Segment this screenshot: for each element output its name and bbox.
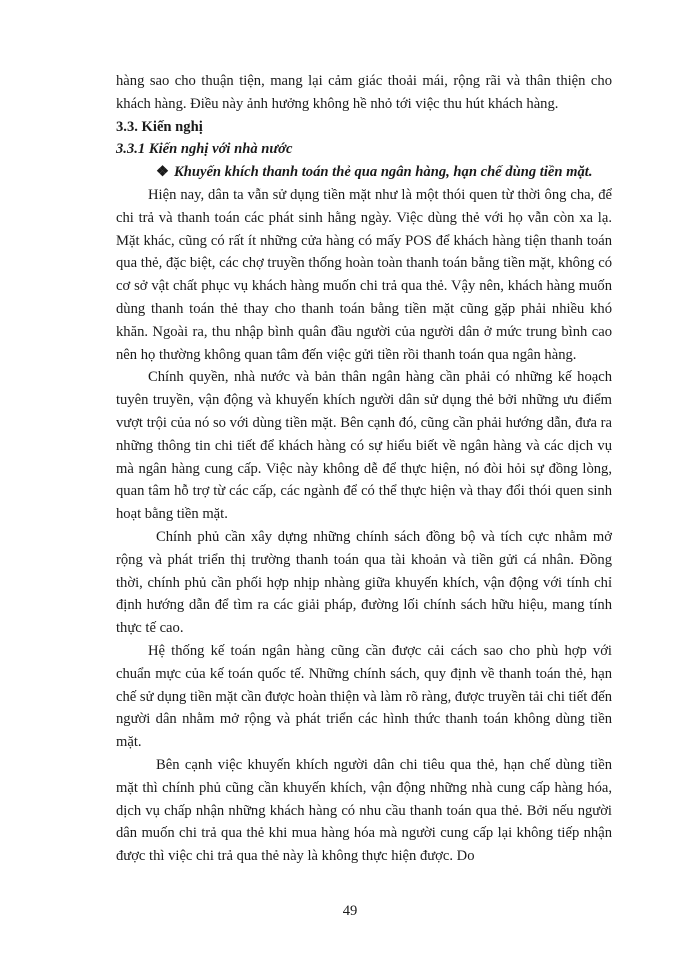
section-heading: 3.3. Kiến nghị: [116, 118, 203, 135]
body-paragraph: Chính phủ cần xây dựng những chính sách đồng bộ và tích cực nhằm mở rộng và phát triển thị trường thanh toán qua tài khoản và tiền gửi cá nhân. Đồng thời, chính phủ cần phối hợp nhịp nhàng giữa khuyến khích, vận động với tính chỉ định hướng dẫn để tìm ra các giải pháp, đường lối chính sách hữu hiệu, mang tính thực tế cao.: [116, 528, 612, 637]
intro-paragraph: hàng sao cho thuận tiện, mang lại cảm giác thoải mái, rộng rãi và thân thiện cho khách hàng. Điều này ảnh hưởng không hề nhỏ tới việc thu hút khách hàng.: [116, 73, 612, 112]
subsection-heading: 3.3.1 Kiến nghị với nhà nước: [116, 141, 293, 158]
document-page: [116, 70, 612, 868]
body-paragraph: Chính quyền, nhà nước và bản thân ngân hàng cần phải có những kế hoạch tuyên truyền, vận động và khuyến khích người dân sử dụng thẻ bởi những ưu điểm vượt trội của nó so với dùng tiền mặt. Bên cạnh đó, cũng cần phải hướng dẫn, đưa ra những thông tin chi tiết để khách hàng có sự hiểu biết về ngân hàng và các dịch vụ mà ngân hàng cung cấp. Việc này không dễ để thực hiện, nó đòi hỏi sự đồng lòng, quan tâm hỗ trợ từ các cấp, các ngành để có thể thực hiện và thay đổi thói quen sinh hoạt bằng tiền mặt.: [116, 369, 612, 523]
bullet-heading-text: Khuyến khích thanh toán thẻ qua ngân hàng, hạn chế dùng tiền mặt.: [174, 164, 593, 181]
page-number: 49: [342, 903, 358, 919]
diamond-bullet-icon: ❖: [156, 164, 170, 181]
body-paragraph: Hệ thống kế toán ngân hàng cũng cần được cải cách sao cho phù hợp với chuẩn mực của kế toán quốc tế. Những chính sách, quy định về thanh toán thẻ, hạn chế sử dụng tiền mặt cần được hoàn thiện và làm rõ ràng, được truyền tải chi tiết đến người dân nhằm mở rộng và phát triển các hình thức thanh toán không dùng tiền mặt.: [116, 642, 612, 751]
body-paragraph: Bên cạnh việc khuyến khích người dân chi tiêu qua thẻ, hạn chế dùng tiền mặt thì chính phủ cũng cần khuyến khích, vận động những nhà cung cấp hàng hóa, dịch vụ chấp nhận những khách hàng có nhu cầu thanh toán qua thẻ. Bởi nếu người dân muốn chi trả qua thẻ khi mua hàng hóa mà người cung cấp lại không tiếp nhận được thì việc chi trả qua thẻ này là không thực hiện được. Do: [116, 756, 612, 865]
body-paragraph: Hiện nay, dân ta vẫn sử dụng tiền mặt như là một thói quen từ thời ông cha, để chi trả và thanh toán các phát sinh hằng ngày. Việc dùng thẻ với họ vẫn còn xa lạ. Mặt khác, cũng có rất ít những cửa hàng có mấy POS để khách hàng tiện thanh toán qua thẻ, đặc biệt, các chợ truyền thống hoàn toàn thanh toán bằng tiền mặt, không có cơ sở vật chất phục vụ khách hàng muốn chi trả qua thẻ. Vậy nên, khách hàng muốn dùng thanh toán thẻ thay cho thanh toán bằng tiền mặt cũng gặp phải nhiều khó khăn. Ngoài ra, thu nhập bình quân đầu người của người dân ở mức trung bình cao nên họ thường không quan tâm đến việc gửi tiền rồi thanh toán qua ngân hàng.: [116, 186, 612, 363]
bullet-heading: [116, 161, 612, 184]
